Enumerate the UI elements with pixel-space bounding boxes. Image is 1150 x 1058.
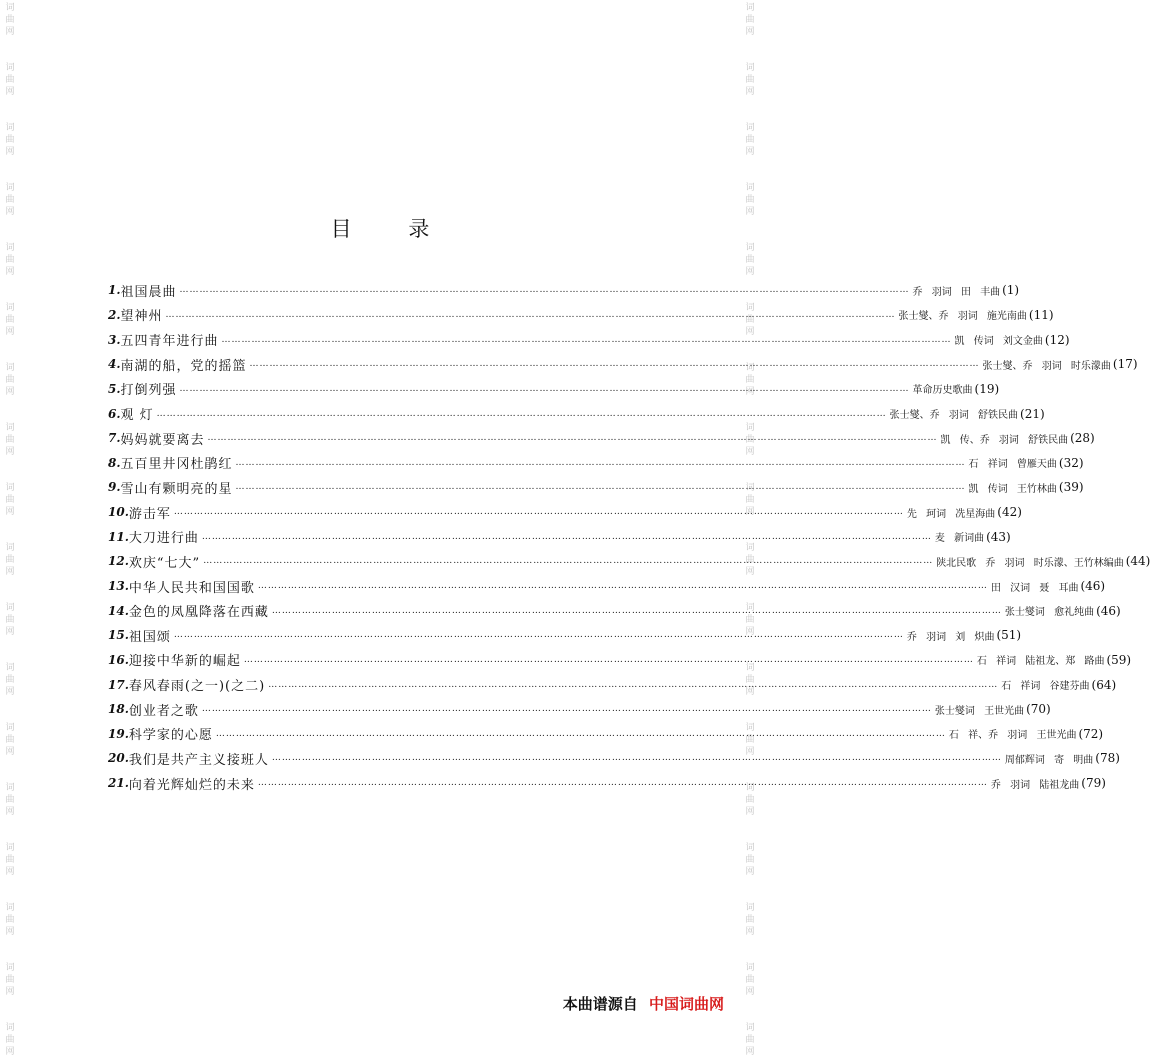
leader-dots <box>236 482 966 492</box>
toc-entry[interactable] <box>108 623 1022 648</box>
watermark-glyph: 曲 <box>745 255 755 265</box>
watermark-glyph: 词 <box>745 603 755 613</box>
toc-entry[interactable] <box>108 771 1106 796</box>
entry-credit: 石 祥词 谷建芬曲 <box>1001 681 1090 693</box>
entry-title: 春风春雨(之一)(之二) <box>128 679 266 695</box>
entry-title: 我们是共产主义接班人 <box>128 752 269 768</box>
entry-title: 金色的凤凰降落在西藏 <box>128 605 269 621</box>
watermark-glyph: 网 <box>5 987 15 997</box>
watermark-glyph: 曲 <box>745 375 755 385</box>
leader-dots <box>174 630 904 640</box>
entry-number: 19. <box>108 726 129 741</box>
watermark-glyphs <box>2 1022 18 1058</box>
watermark-glyph: 曲 <box>5 1035 15 1045</box>
watermark-glyph: 曲 <box>745 1035 755 1045</box>
watermark-glyph: 网 <box>5 207 15 217</box>
title-left-char: 目 <box>330 217 352 241</box>
watermark-glyphs <box>2 62 18 98</box>
watermark-glyph: 曲 <box>5 75 15 85</box>
entry-page: (46) <box>1080 579 1106 593</box>
entry-credit: 凯 传词 刘文金曲 <box>954 336 1043 348</box>
entry-title: 观 灯 <box>120 408 154 424</box>
toc-entry[interactable] <box>108 475 1084 500</box>
watermark-glyph: 曲 <box>5 555 15 565</box>
watermark-glyphs <box>2 542 18 578</box>
toc-entry[interactable] <box>108 352 1138 377</box>
toc-entry[interactable] <box>108 746 1120 771</box>
page-title <box>0 213 760 243</box>
watermark-glyph: 曲 <box>745 795 755 805</box>
leader-dots <box>222 335 952 345</box>
leader-dots <box>268 680 998 690</box>
watermark-glyph: 词 <box>745 663 755 673</box>
watermark-glyph: 曲 <box>5 675 15 685</box>
watermark-glyph: 词 <box>745 3 755 13</box>
watermark-glyph: 网 <box>5 567 15 577</box>
watermark-glyph: 曲 <box>5 915 15 925</box>
entry-credit: 石 祥词 陆祖龙、郑 路曲 <box>976 656 1105 668</box>
watermark-glyphs <box>2 302 18 338</box>
watermark-glyph: 曲 <box>5 735 15 745</box>
entry-title: 迎接中华新的崛起 <box>128 654 241 670</box>
watermark-glyph: 曲 <box>5 135 15 145</box>
watermark-glyph: 网 <box>745 327 755 337</box>
watermark-glyph: 网 <box>5 267 15 277</box>
leader-dots <box>272 606 1002 616</box>
entry-page: (59) <box>1106 652 1132 667</box>
entry-number: 16. <box>108 652 129 667</box>
entry-page: (78) <box>1095 751 1120 766</box>
entry-title: 游击军 <box>128 506 171 522</box>
watermark-glyphs <box>2 362 18 398</box>
entry-number: 9. <box>108 480 121 495</box>
source-footer <box>0 993 724 1014</box>
watermark-glyph: 网 <box>5 627 15 637</box>
toc-entry[interactable] <box>108 524 1011 549</box>
watermark-glyph: 网 <box>5 387 15 397</box>
left-watermark-column <box>2 0 18 1057</box>
watermark-glyph: 词 <box>745 363 755 373</box>
watermark-glyph: 曲 <box>5 15 15 25</box>
entry-credit: 凯 传词 王竹林曲 <box>968 483 1057 495</box>
entry-number: 13. <box>108 579 129 593</box>
watermark-glyph: 词 <box>5 663 15 673</box>
entry-credit: 乔 羽词 田 丰曲 <box>912 286 1001 298</box>
watermark-glyph: 曲 <box>745 435 755 445</box>
toc-entry[interactable] <box>108 672 1117 697</box>
watermark-glyph: 网 <box>745 27 755 37</box>
entry-number: 5. <box>108 381 121 396</box>
leader-dots <box>258 581 988 591</box>
watermark-glyph: 曲 <box>745 195 755 205</box>
entry-number: 1. <box>108 283 121 298</box>
entry-number: 4. <box>108 357 121 372</box>
entry-credit: 张士燮、乔 羽词 施光南曲 <box>898 311 1027 323</box>
watermark-glyph: 曲 <box>745 615 755 625</box>
watermark-glyph: 网 <box>5 747 15 757</box>
toc-entry[interactable] <box>108 574 1106 599</box>
watermark-glyph: 词 <box>745 723 755 733</box>
watermark-glyph: 网 <box>745 207 755 217</box>
watermark-glyph: 曲 <box>5 375 15 385</box>
watermark-glyph: 曲 <box>5 495 15 505</box>
entry-number: 21. <box>108 776 129 791</box>
watermark-glyph: 词 <box>5 603 15 613</box>
entry-title: 打倒列强 <box>120 383 177 399</box>
watermark-glyph: 网 <box>5 807 15 817</box>
toc-entry[interactable] <box>108 648 1132 673</box>
entry-credit: 乔 羽词 陆祖龙曲 <box>990 779 1080 791</box>
watermark-glyph: 词 <box>745 243 755 253</box>
watermark-glyph: 网 <box>745 1047 755 1057</box>
watermark-glyph: 网 <box>745 447 755 457</box>
watermark-glyph: 网 <box>745 747 755 757</box>
leader-dots <box>258 778 988 788</box>
entry-title: 欢庆“七大” <box>128 555 201 571</box>
watermark-glyphs <box>742 242 758 278</box>
entry-title: 创业者之歌 <box>128 703 199 719</box>
watermark-glyph: 词 <box>5 543 15 553</box>
entry-title: 妈妈就要离去 <box>120 432 205 448</box>
entry-number: 17. <box>108 677 129 692</box>
leader-dots <box>202 532 932 542</box>
leader-dots <box>166 310 896 320</box>
entry-title: 科学家的心愿 <box>128 728 213 744</box>
watermark-glyph: 词 <box>5 363 15 373</box>
watermark-glyph: 网 <box>5 27 15 37</box>
entry-number: 7. <box>108 431 121 446</box>
watermark-glyph: 词 <box>5 123 15 133</box>
leader-dots <box>216 729 946 739</box>
watermark-glyphs <box>742 962 758 998</box>
watermark-glyphs <box>2 2 18 38</box>
entry-credit: 革命历史歌曲 <box>912 385 973 397</box>
watermark-glyphs <box>2 482 18 518</box>
entry-title: 祖国晨曲 <box>120 284 177 300</box>
entry-title: 雪山有颗明亮的星 <box>120 481 233 497</box>
toc-entry[interactable] <box>108 722 1104 747</box>
watermark-glyph: 网 <box>745 387 755 397</box>
entry-page: (46) <box>1096 603 1121 618</box>
toc-entry[interactable] <box>108 377 1000 402</box>
watermark-glyph: 曲 <box>745 315 755 325</box>
entry-page: (28) <box>1070 431 1095 446</box>
entry-number: 3. <box>108 332 121 347</box>
footer-brand[interactable]: 中国词曲网 <box>648 995 724 1013</box>
watermark-glyph: 曲 <box>5 315 15 325</box>
leader-dots <box>250 359 980 369</box>
watermark-glyphs <box>742 902 758 938</box>
watermark-glyphs <box>742 1022 758 1058</box>
watermark-glyph: 曲 <box>745 975 755 985</box>
entry-page: (79) <box>1081 776 1106 791</box>
watermark-glyph: 词 <box>745 963 755 973</box>
watermark-glyph: 曲 <box>5 195 15 205</box>
watermark-glyph: 网 <box>5 687 15 697</box>
watermark-glyph: 词 <box>5 783 15 793</box>
watermark-glyph: 词 <box>5 3 15 13</box>
toc-entry[interactable] <box>108 401 1045 426</box>
watermark-glyph: 词 <box>5 1023 15 1033</box>
watermark-glyph: 词 <box>5 843 15 853</box>
watermark-glyph: 网 <box>745 867 755 877</box>
watermark-glyph: 词 <box>5 963 15 973</box>
watermark-glyph: 词 <box>5 903 15 913</box>
watermark-glyph: 曲 <box>745 915 755 925</box>
watermark-glyph: 词 <box>745 543 755 553</box>
watermark-glyph: 词 <box>5 483 15 493</box>
entry-title: 祖国颂 <box>128 629 171 645</box>
watermark-glyph: 网 <box>745 987 755 997</box>
entry-number: 2. <box>108 307 121 322</box>
leader-dots <box>180 384 910 394</box>
entry-title: 望神州 <box>120 309 163 325</box>
leader-dots <box>157 409 887 419</box>
entry-credit: 石 祥、乔 羽词 王世光曲 <box>948 730 1077 742</box>
entry-credit: 张士燮词 王世光曲 <box>934 705 1025 717</box>
toc-entry[interactable] <box>108 327 1070 352</box>
watermark-glyph: 词 <box>745 63 755 73</box>
watermark-glyph: 网 <box>5 867 15 877</box>
entry-title: 大刀进行曲 <box>128 531 199 547</box>
entry-credit: 石 祥词 曾雁天曲 <box>968 459 1057 471</box>
watermark-glyph: 网 <box>5 1047 15 1057</box>
entry-credit: 周郁辉词 寄 明曲 <box>1004 754 1094 766</box>
table-of-contents <box>108 278 1150 795</box>
toc-entry[interactable] <box>108 303 1054 328</box>
watermark-glyph: 曲 <box>745 675 755 685</box>
entry-title: 五百里井冈杜鹃红 <box>120 457 233 473</box>
watermark-glyph: 词 <box>5 243 15 253</box>
entry-number: 20. <box>108 751 129 766</box>
watermark-glyph: 曲 <box>5 615 15 625</box>
watermark-glyph: 词 <box>745 1023 755 1033</box>
entry-number: 11. <box>108 529 129 544</box>
watermark-glyph: 曲 <box>745 735 755 745</box>
watermark-glyph: 网 <box>745 87 755 97</box>
watermark-glyph: 曲 <box>745 555 755 565</box>
toc-entry[interactable] <box>108 697 1051 722</box>
entry-page: (51) <box>996 628 1022 643</box>
entry-title: 五四青年进行曲 <box>120 334 219 350</box>
watermark-glyphs <box>742 2 758 38</box>
toc-entry[interactable] <box>108 598 1121 623</box>
entry-title: 中华人民共和国国歌 <box>128 580 255 596</box>
entry-title: 向着光辉灿烂的未来 <box>128 777 255 793</box>
watermark-glyph: 网 <box>5 147 15 157</box>
watermark-glyph: 词 <box>745 903 755 913</box>
entry-credit: 张士燮、乔 羽词 舒铁民曲 <box>889 410 1019 422</box>
entry-credit: 张士燮、乔 羽词 时乐濛曲 <box>982 360 1111 372</box>
footer-source-text: 本曲谱源自 <box>562 995 638 1013</box>
watermark-glyphs <box>2 842 18 878</box>
entry-number: 18. <box>108 702 129 717</box>
watermark-glyph: 网 <box>5 507 15 517</box>
watermark-glyphs <box>742 122 758 158</box>
entry-credit: 凯 传、乔 羽词 舒铁民曲 <box>940 434 1069 446</box>
leader-dots <box>244 655 974 665</box>
leader-dots <box>272 753 1002 763</box>
entry-credit: 陕北民歌 乔 羽词 时乐濛、王竹林编曲 <box>936 557 1124 569</box>
watermark-glyphs <box>2 902 18 938</box>
entry-page: (42) <box>997 505 1022 520</box>
leader-dots <box>236 458 966 468</box>
entry-credit: 乔 羽词 刘 炽曲 <box>906 631 995 643</box>
watermark-glyph: 曲 <box>5 795 15 805</box>
watermark-glyph: 词 <box>745 423 755 433</box>
entry-credit: 先 珂词 冼星海曲 <box>906 508 996 520</box>
entry-page: (44) <box>1125 554 1150 569</box>
entry-page: (21) <box>1020 406 1045 421</box>
watermark-glyph: 网 <box>5 447 15 457</box>
entry-page: (32) <box>1058 455 1084 470</box>
watermark-glyph: 词 <box>5 183 15 193</box>
leader-dots <box>180 285 910 295</box>
watermark-glyph: 曲 <box>5 855 15 865</box>
toc-entry[interactable] <box>108 500 1022 525</box>
watermark-glyph: 网 <box>5 327 15 337</box>
watermark-glyph: 词 <box>745 303 755 313</box>
watermark-glyphs <box>2 602 18 638</box>
watermark-glyph: 词 <box>5 303 15 313</box>
entry-number: 14. <box>108 603 129 618</box>
toc-entry[interactable] <box>108 450 1084 475</box>
watermark-glyph: 网 <box>745 147 755 157</box>
watermark-glyph: 词 <box>745 483 755 493</box>
watermark-glyphs <box>742 62 758 98</box>
entry-number: 6. <box>108 406 121 421</box>
watermark-glyph: 曲 <box>745 135 755 145</box>
entry-page: (1) <box>1002 283 1020 298</box>
watermark-glyph: 网 <box>745 627 755 637</box>
entry-page: (11) <box>1028 307 1054 322</box>
watermark-glyph: 曲 <box>745 495 755 505</box>
entry-page: (19) <box>974 381 1000 396</box>
watermark-glyph: 词 <box>745 183 755 193</box>
leader-dots <box>203 556 933 566</box>
entry-page: (39) <box>1058 480 1084 495</box>
entry-page: (12) <box>1044 332 1070 347</box>
watermark-glyphs <box>2 722 18 758</box>
entry-number: 8. <box>108 455 121 470</box>
entry-page: (70) <box>1026 702 1051 717</box>
watermark-glyph: 网 <box>745 267 755 277</box>
entry-credit: 麦 新词曲 <box>934 533 985 545</box>
watermark-glyph: 曲 <box>745 15 755 25</box>
entry-credit: 张士燮词 愈礼纯曲 <box>1004 607 1095 619</box>
toc-entry[interactable] <box>108 426 1095 451</box>
watermark-glyphs <box>2 662 18 698</box>
watermark-glyph: 词 <box>5 723 15 733</box>
watermark-glyph: 网 <box>745 567 755 577</box>
watermark-glyphs <box>742 842 758 878</box>
watermark-glyph: 网 <box>745 927 755 937</box>
right-watermark-column <box>742 0 758 1057</box>
watermark-glyph: 网 <box>5 927 15 937</box>
watermark-glyph: 词 <box>745 783 755 793</box>
watermark-glyphs <box>2 782 18 818</box>
watermark-glyph: 词 <box>5 423 15 433</box>
leader-dots <box>202 704 932 714</box>
entry-number: 12. <box>108 554 129 569</box>
entry-page: (64) <box>1091 677 1117 692</box>
watermark-glyph: 网 <box>745 687 755 697</box>
watermark-glyph: 词 <box>745 123 755 133</box>
toc-entry[interactable] <box>108 278 1020 303</box>
entry-page: (72) <box>1078 726 1104 741</box>
leader-dots <box>208 433 938 443</box>
watermark-glyph: 网 <box>5 87 15 97</box>
entry-number: 10. <box>108 505 129 520</box>
entry-credit: 田 汉词 聂 耳曲 <box>990 582 1079 594</box>
watermark-glyphs <box>2 422 18 458</box>
entry-page: (43) <box>986 529 1011 544</box>
watermark-glyphs <box>2 122 18 158</box>
toc-entry[interactable] <box>108 549 1150 574</box>
entry-title: 南湖的船，党的摇篮 <box>120 358 247 374</box>
entry-number: 15. <box>108 628 129 643</box>
watermark-glyphs <box>2 242 18 278</box>
watermark-glyph: 曲 <box>5 255 15 265</box>
watermark-glyph: 网 <box>745 807 755 817</box>
watermark-glyph: 网 <box>745 507 755 517</box>
watermark-glyph: 曲 <box>745 855 755 865</box>
entry-page: (17) <box>1112 357 1138 372</box>
watermark-glyphs <box>742 302 758 338</box>
leader-dots <box>174 507 904 517</box>
watermark-glyph: 曲 <box>5 975 15 985</box>
title-right-char: 录 <box>408 217 430 241</box>
watermark-glyph: 词 <box>5 63 15 73</box>
watermark-glyph: 曲 <box>5 435 15 445</box>
watermark-glyph: 曲 <box>745 75 755 85</box>
watermark-glyph: 词 <box>745 843 755 853</box>
